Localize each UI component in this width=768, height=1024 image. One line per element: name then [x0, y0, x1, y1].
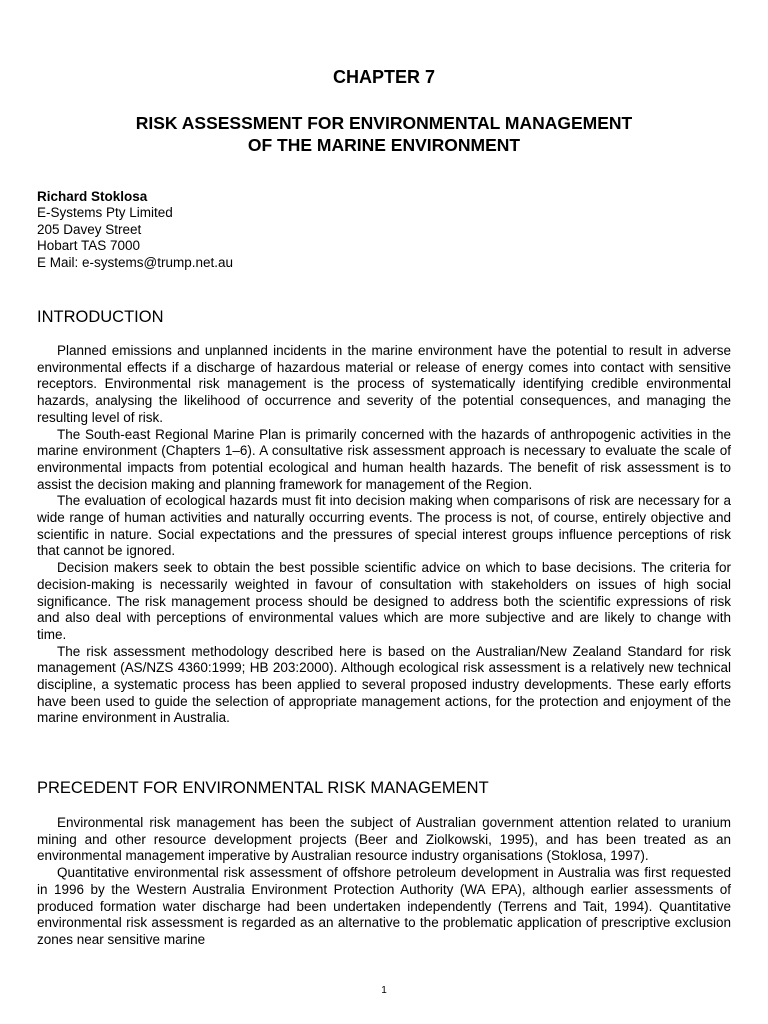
paragraph: The risk assessment methodology described here is based on the Australian/New Zealand Standard for risk management (AS/NZS 4360:1999; HB 203:2000). Although ecological risk assessment is a relatively new technical discipline, a systematic process has been applied to several proposed industry developments. These early efforts have been used to guide the selection of appropriate management actions, for the protection and enjoyment of the marine environment in Australia.: [37, 643, 731, 726]
author-city: Hobart TAS 7000: [37, 238, 141, 254]
author-block: [37, 189, 233, 271]
author-email: E Mail: e-systems@trump.net.au: [37, 254, 234, 270]
chapter-title-line-1: RISK ASSESSMENT FOR ENVIRONMENTAL MANAGEMENT: [135, 113, 633, 133]
chapter-title: [0, 112, 768, 156]
paragraph: Environmental risk management has been the subject of Australian government attention related to uranium mining and other resource development projects (Beer and Ziolkowski, 1995), and has been treated as an environmental management imperative by Australian resource industry organisations (Stoklosa, 1997).: [37, 815, 731, 864]
paragraph: Quantitative environmental risk assessment of offshore petroleum development in Australia was first requested in 1996 by the Western Australia Environment Protection Authority (WA EPA), although earlier assessments of produced formation water discharge had been undertaken independently (Terrens and Tait, 1994). Quantitative environmental risk assessment is regarded as an alternative to the problematic application of prescriptive exclusion zones near sensitive marine: [37, 865, 731, 947]
paragraph: The evaluation of ecological hazards must fit into decision making when comparisons of risk are necessary for a wide range of human activities and naturally occurring events. The process is not, of course, entirely objective and scientific in nature. Social expectations and the pressures of special interest groups influence perceptions of risk that cannot be ignored.: [37, 493, 731, 559]
section-heading-introduction: INTRODUCTION: [37, 308, 164, 326]
chapter-heading: CHAPTER 7: [332, 67, 435, 87]
paragraph: Planned emissions and unplanned incidents in the marine environment have the potential to result in adverse environmental effects if a discharge of hazardous material or release of energy comes into contact with sensitive receptors. Environmental risk management is the process of systematically identifying credible environmental hazards, analysing the likelihood of occurrence and severity of the potential consequences, and managing the resulting level of risk.: [37, 343, 731, 425]
author-organisation: E-Systems Pty Limited: [37, 205, 173, 221]
section-body-introduction: [37, 343, 731, 727]
author-street: 205 Davey Street: [37, 221, 142, 237]
author-name: Richard Stoklosa: [37, 189, 148, 204]
section-body-precedent: [37, 815, 731, 949]
paragraph: Decision makers seek to obtain the best possible scientific advice on which to base decisions. The criteria for decision-making is necessarily weighted in favour of consultation with stakeholders on issues of high social significance. The risk management process should be designed to address both the scientific expressions of risk and also deal with perceptions of environmental values which are more subjective and are likely to change with time.: [37, 560, 731, 642]
paragraph: The South-east Regional Marine Plan is primarily concerned with the hazards of anthropogenic activities in the marine environment (Chapters 1–6). A consultative risk assessment approach is necessary to evaluate the scale of environmental impacts from potential ecological and human health hazards. The benefit of risk assessment is to assist the decision making and planning framework for management of the Region.: [37, 426, 731, 492]
section-heading-precedent: PRECEDENT FOR ENVIRONMENTAL RISK MANAGEMENT: [37, 779, 489, 797]
page-number: 1: [381, 985, 387, 996]
chapter-title-line-2: OF THE MARINE ENVIRONMENT: [247, 135, 521, 155]
